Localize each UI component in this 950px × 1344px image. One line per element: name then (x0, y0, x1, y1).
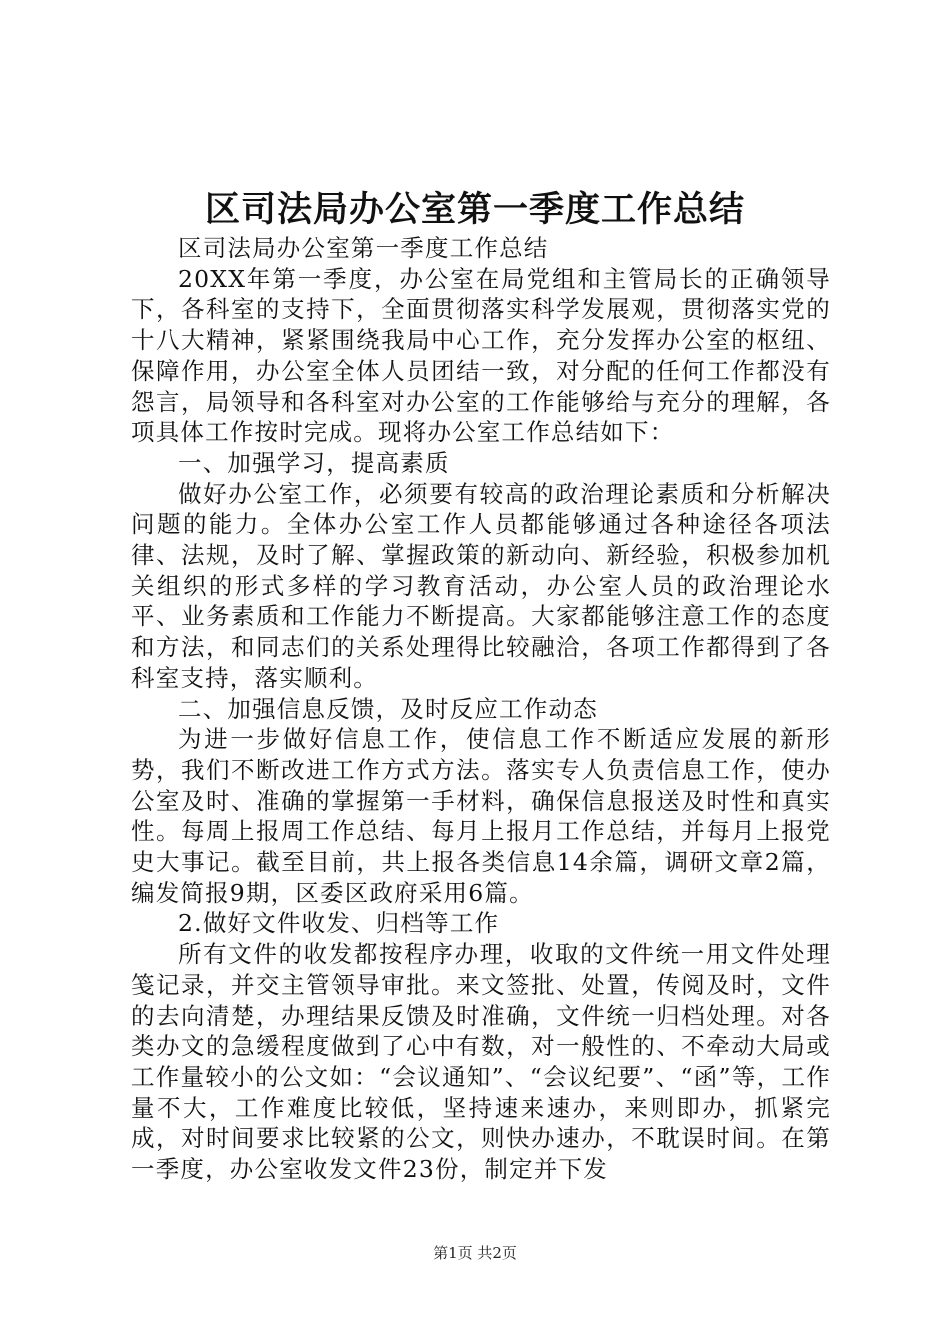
subsection-2-2-paragraph: 所有文件的收发都按程序办理，收取的文件统一用文件处理笺记录，并交主管领导审批。来文签批、处置，传阅及时，文件的去向清楚，办理结果反馈及时准确，文件统一归档处理。对各类办文的急缓程度做到了心中有数，对一般性的、不牵动大局或工作量较小的公文如：“会议通知”、“会议纪要”、“函”等，工作量不大，工作难度比较低，坚持速来速办，来则即办，抓紧完成，对时间要求比较紧的公文，则快办速办，不耽误时间。在第一季度，办公室收发文件23份，制定并下发 (131, 940, 831, 1184)
section-2-paragraph: 为进一步做好信息工作，使信息工作不断适应发展的新形势，我们不断改进工作方式方法。落实专人负责信息工作，使办公室及时、准确的掌握第一手材料，确保信息报送及时性和真实性。每周上报周工作总结、每月上报月工作总结，并每月上报党史大事记。截至目前，共上报各类信息14余篇，调研文章2篇，编发简报9期，区委区政府采用6篇。 (131, 725, 831, 907)
document-title: 区司法局办公室第一季度工作总结 (204, 189, 745, 230)
page-footer: 第1页 共2页 (433, 1244, 517, 1262)
document-body (131, 233, 831, 1185)
document-subtitle-paragraph: 区司法局办公室第一季度工作总结 (178, 234, 549, 262)
subsection-heading-2-2: 2.做好文件收发、归档等工作 (178, 909, 500, 938)
intro-paragraph: 20XX年第一季度，办公室在局党组和主管局长的正确领导下，各科室的支持下，全面贯彻落实科学发展观，贯彻落实党的十八大精神，紧紧围绕我局中心工作，充分发挥办公室的枢纽、保障作用，办公室全体人员团结一致，对分配的任何工作都没有怨言，局领导和各科室对办公室的工作能够给与充分的理解，各项具体工作按时完成。现将办公室工作总结如下： (131, 264, 831, 447)
section-heading-1: 一、加强学习，提高素质 (178, 448, 450, 477)
section-1-paragraph: 做好办公室工作，必须要有较高的政治理论素质和分析解决问题的能力。全体办公室工作人员都能够通过各种途径各项法律、法规，及时了解、掌握政策的新动向、新经验，积极参加机关组织的形式多样的学习教育活动，办公室人员的政治理论水平、业务素质和工作能力不断提高。大家都能够注意工作的态度和方法，和同志们的关系处理得比较融洽，各项工作都得到了各科室支持，落实顺利。 (131, 479, 831, 692)
section-heading-2: 二、加强信息反馈，及时反应工作动态 (178, 694, 598, 723)
